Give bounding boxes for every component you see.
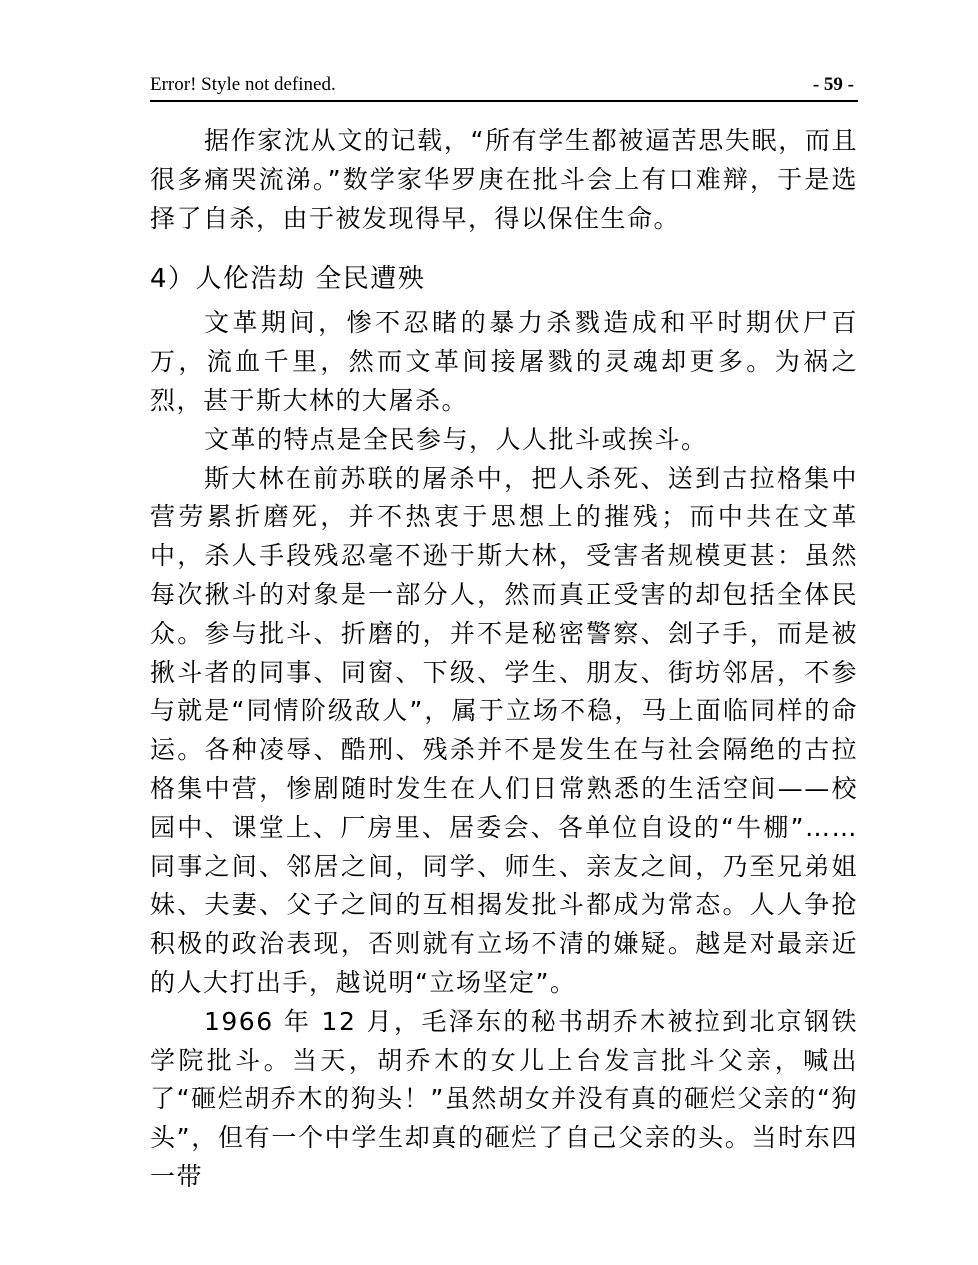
running-header: [150, 70, 858, 102]
section-heading: 4）人伦浩劫 全民遭殃: [150, 264, 426, 295]
document-page: [150, 70, 858, 1197]
paragraph: 斯大林在前苏联的屠杀中，把人杀死、送到古拉格集中营劳累折磨死，并不热衷于思想上的摧残；而中共在文革中，杀人手段残忍毫不逊于斯大林，受害者规模更甚：虽然每次揪斗的对象是一部分人，然而真正受害的却包括全体民众。参与批斗、折磨的，并不是秘密警察、刽子手，而是被揪斗者的同事、同窗、下级、学生、朋友、街坊邻居，不参与就是“同情阶级敌人”，属于立场不稳，马上面临同样的命运。各种凌辱、酷刑、残杀并不是发生在与社会隔绝的古拉格集中营，惨剧随时发生在人们日常熟悉的生活空间——校园中、课堂上、厂房里、居委会、各单位自设的“牛棚”……同事之间、邻居之间，同学、师生、亲友之间，乃至兄弟姐妹、夫妻、父子之间的互相揭发批斗都成为常态。人人争抢积极的政治表现，否则就有立场不清的嫌疑。越是对最亲近的人大打出手，越说明“立场坚定”。: [150, 463, 858, 997]
paragraph: 文革的特点是全民参与，人人批斗或挨斗。: [204, 424, 708, 454]
paragraph: 据作家沈从文的记载，“所有学生都被逼苦思失眠，而且很多痛哭流涕。”数学家华罗庚在批斗会上有口难辩，于是选择了自杀，由于被发现得早，得以保住生命。: [150, 126, 858, 233]
paragraph: 文革期间，惨不忍睹的暴力杀戮造成和平时期伏尸百万，流血千里，然而文革间接屠戮的灵魂却更多。为祸之烈，甚于斯大林的大屠杀。: [150, 308, 858, 415]
header-title: Error! Style not defined.: [150, 74, 336, 95]
paragraph: 1966 年 12 月，毛泽东的秘书胡乔木被拉到北京钢铁学院批斗。当天，胡乔木的女儿上台发言批斗父亲，喊出了“砸烂胡乔木的狗头！”虽然胡女并没有真的砸烂父亲的“狗头”，但有一个中学生却真的砸烂了自己父亲的头。当时东四一带: [150, 1006, 858, 1191]
page-number: - 59 -: [812, 74, 854, 95]
body-text: [150, 122, 858, 1197]
